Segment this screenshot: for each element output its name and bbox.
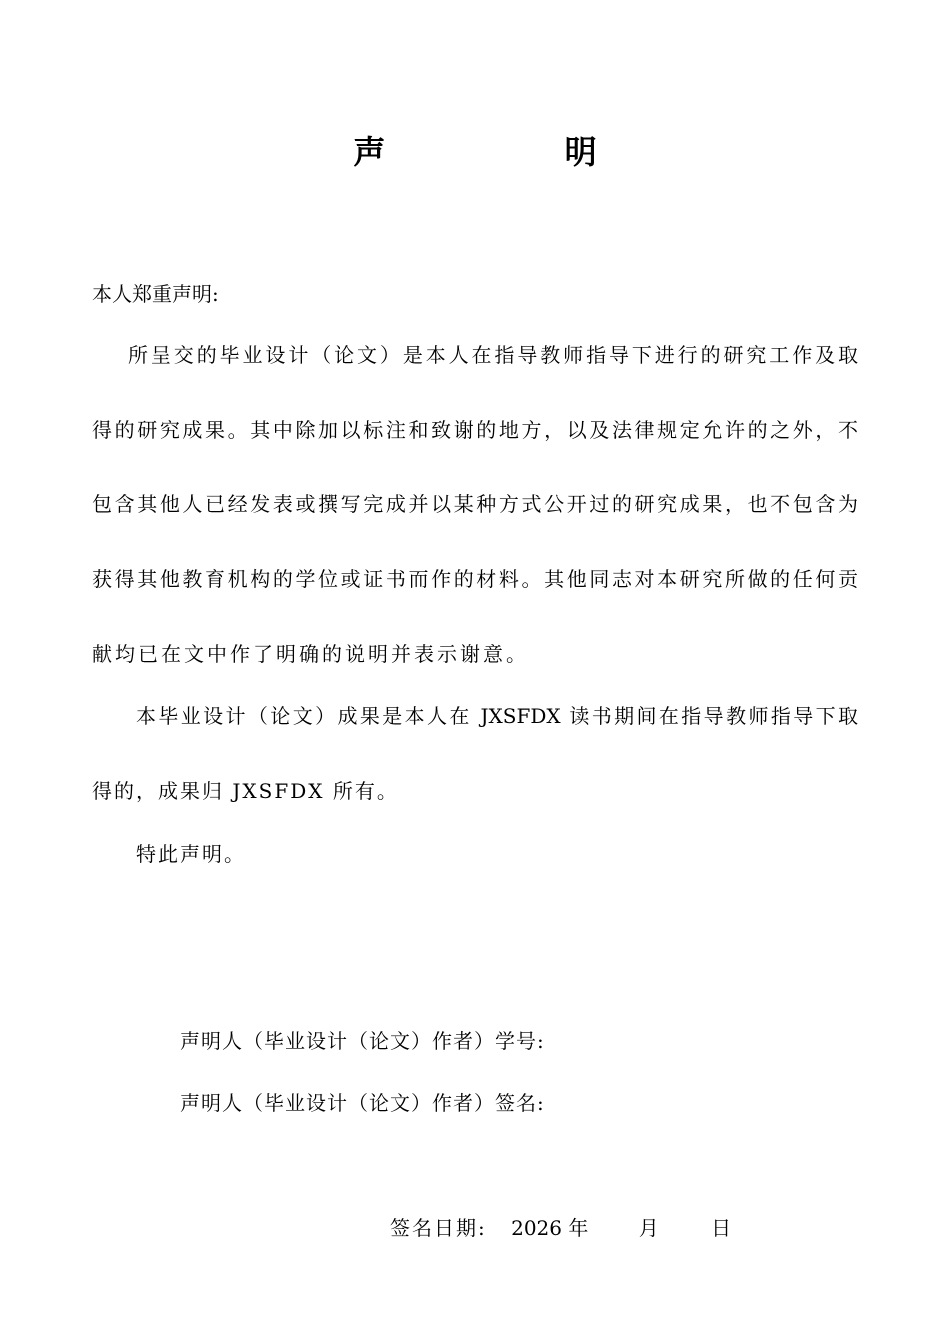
page-title: 声 明 (353, 133, 681, 171)
signature-label: 声明人（毕业设计（论文）作者）签名: (180, 1091, 545, 1115)
paragraph1-line-4: 获得其他教育机构的学位或证书而作的材料。其他同志对本研究所做的任何贡 (92, 567, 858, 591)
paragraph1-line-3: 包含其他人已经发表或撰写完成并以某种方式公开过的研究成果，也不包含为 (92, 492, 858, 516)
signature-date-row (390, 1214, 731, 1242)
paragraph2-line-2: 得的，成果归 JXSFDX 所有。 (92, 779, 399, 803)
student-id-label: 声明人（毕业设计（论文）作者）学号: (180, 1029, 545, 1053)
paragraph1-line-5: 献均已在文中作了明确的说明并表示谢意。 (92, 642, 529, 666)
date-day: 日 (711, 1216, 732, 1240)
date-label: 签名日期: (390, 1216, 487, 1240)
date-year: 2026 年 (511, 1216, 589, 1240)
paragraph1-line-2: 得的研究成果。其中除加以标注和致谢的地方，以及法律规定允许的之外，不 (92, 418, 858, 442)
paragraph1-line-1: 所呈交的毕业设计（论文）是本人在指导教师指导下进行的研究工作及取 (128, 343, 858, 367)
closing-line: 特此声明。 (136, 842, 246, 866)
opening-line: 本人郑重声明: (92, 282, 219, 306)
date-month: 月 (638, 1216, 659, 1240)
paragraph2-line-1: 本毕业设计（论文）成果是本人在 JXSFDX 读书期间在指导教师指导下取 (136, 704, 858, 728)
